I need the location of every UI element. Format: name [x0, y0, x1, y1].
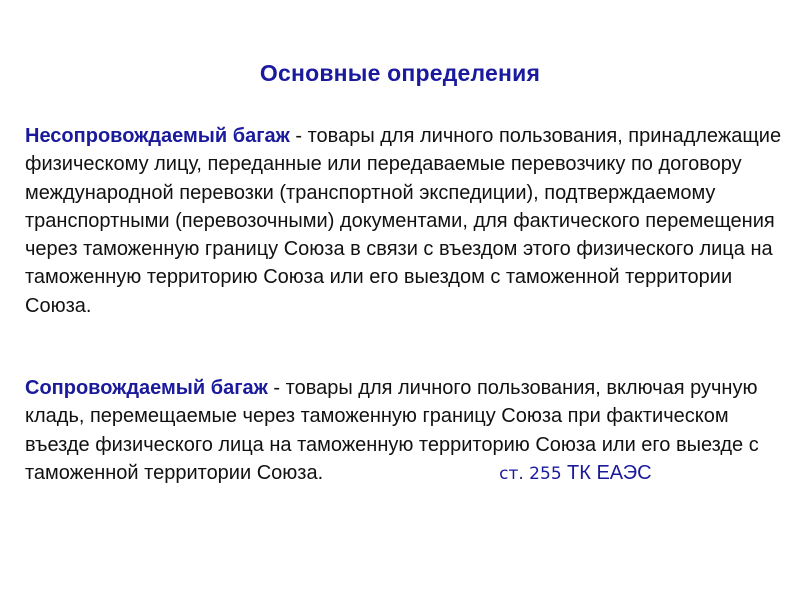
definition-text: - товары для личного пользования, принадлежащие физическому лицу, переданные или передаваемые перевозчику по договору международной перевозки (транспортной экспедиции), подтверждаемому транспортными (перевозочными) документами, для фактического перемещения через таможенную границу Союза в связи с въездом этого физического лица на таможенную территорию Союза или его выездом с таможенной территории Союза. — [25, 125, 782, 317]
definition-term: Сопровождаемый багаж — [25, 377, 268, 399]
definition-unaccompanied-baggage — [25, 122, 785, 320]
definition-text: - товары для личного пользования, включая ручную кладь, перемещаемые через таможенную границу Союза при фактическом въезде физического лица на таможенную территорию Союза или его выезде с таможенной территории Союза. — [25, 377, 759, 484]
reference-code: ТК ЕАЭС — [567, 461, 652, 484]
definition-term: Несопровождаемый багаж — [25, 125, 290, 147]
legal-reference — [499, 461, 652, 484]
reference-article: ст. 255 — [499, 463, 562, 484]
slide-title: Основные определения — [259, 60, 541, 86]
definition-accompanied-baggage — [25, 374, 785, 488]
